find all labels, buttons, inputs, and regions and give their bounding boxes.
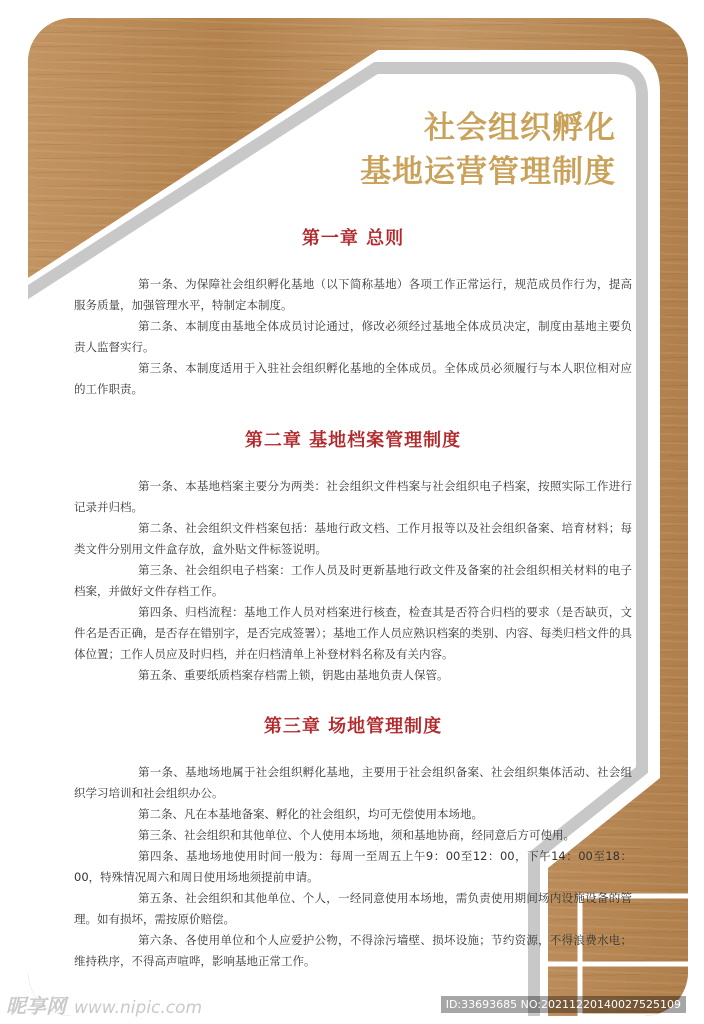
chapter-3 bbox=[74, 714, 632, 972]
article: 第二条、本制度由基地全体成员讨论通过，修改必须经过基地全体成员决定，制度由基地主要负责人监督实行。 bbox=[74, 319, 632, 354]
article: 第一条、本基地档案主要分为两类：社会组织文件档案与社会组织电子档案，按照实际工作进行记录并归档。 bbox=[74, 479, 632, 514]
chapter-heading: 第三章 场地管理制度 bbox=[263, 716, 443, 737]
title-line-1: 社会组织孵化 bbox=[424, 110, 616, 146]
article: 第二条、社会组织文件档案包括：基地行政文档、工作月报等以及社会组织备案、培育材料；每类文件分别用文件盒存放，盒外贴文件标签说明。 bbox=[74, 521, 632, 556]
article: 第六条、各使用单位和个人应爱护公物，不得涂污墙壁、损坏设施；节约资源，不得浪费水电；维持秩序，不得高声喧哗，影响基地正常工作。 bbox=[74, 933, 632, 968]
watermark-logo-text: 昵享网 bbox=[6, 994, 66, 1018]
article: 第四条、基地场地使用时间一般为：每周一至周五上午9：00至12：00，下午14：00至18：00，特殊情况周六和周日使用场地须提前申请。 bbox=[74, 849, 632, 884]
document-content bbox=[74, 226, 632, 1000]
article: 第五条、社会组织和其他单位、个人，一经同意使用本场地，需负责使用期间场内设施设备的管理。如有损坏，需按原价赔偿。 bbox=[74, 891, 632, 926]
article: 第一条、基地场地属于社会组织孵化基地，主要用于社会组织备案、社会组织集体活动、社会组织学习培训和社会组织办公。 bbox=[74, 765, 632, 800]
article: 第一条、为保障社会组织孵化基地（以下简称基地）各项工作正常运行，规范成员作行为，提高服务质量，加强管理水平，特制定本制度。 bbox=[74, 277, 632, 312]
watermark-id: ID:33693685 NO:20211220140027525109 bbox=[441, 996, 686, 1013]
article: 第二条、凡在本基地备案、孵化的社会组织，均可无偿使用本场地。 bbox=[138, 807, 483, 821]
chapter-2 bbox=[74, 428, 632, 686]
article: 第四条、归档流程：基地工作人员对档案进行核查，检查其是否符合归档的要求（是否缺页，文件名是否正确，是否存在错别字，是否完成签署）；基地工作人员应熟识档案的类别、内容、每类归档文件的具体位置；工作人员应及时归档，并在归档清单上补登材料名称及有关内容。 bbox=[74, 605, 632, 661]
article: 第三条、社会组织电子档案：工作人员及时更新基地行政文件及备案的社会组织相关材料的电子档案，并做好文件存档工作。 bbox=[74, 563, 632, 598]
watermark-site: www.nipic.com bbox=[74, 998, 203, 1018]
chapter-heading: 第一章 总则 bbox=[301, 228, 405, 249]
watermark-logo bbox=[6, 990, 202, 1019]
chapter-1 bbox=[74, 226, 632, 400]
title-line-2: 基地运营管理制度 bbox=[360, 154, 616, 190]
article: 第三条、社会组织和其他单位、个人使用本场地，须和基地协商，经同意后方可使用。 bbox=[138, 828, 575, 842]
chapter-heading: 第二章 基地档案管理制度 bbox=[244, 430, 462, 451]
article: 第五条、重要纸质档案存档需上锁，钥匙由基地负责人保管。 bbox=[138, 668, 449, 682]
page-title bbox=[360, 106, 616, 194]
article: 第三条、本制度适用于入驻社会组织孵化基地的全体成员。全体成员必须履行与本人职位相对应的工作职责。 bbox=[74, 361, 632, 396]
